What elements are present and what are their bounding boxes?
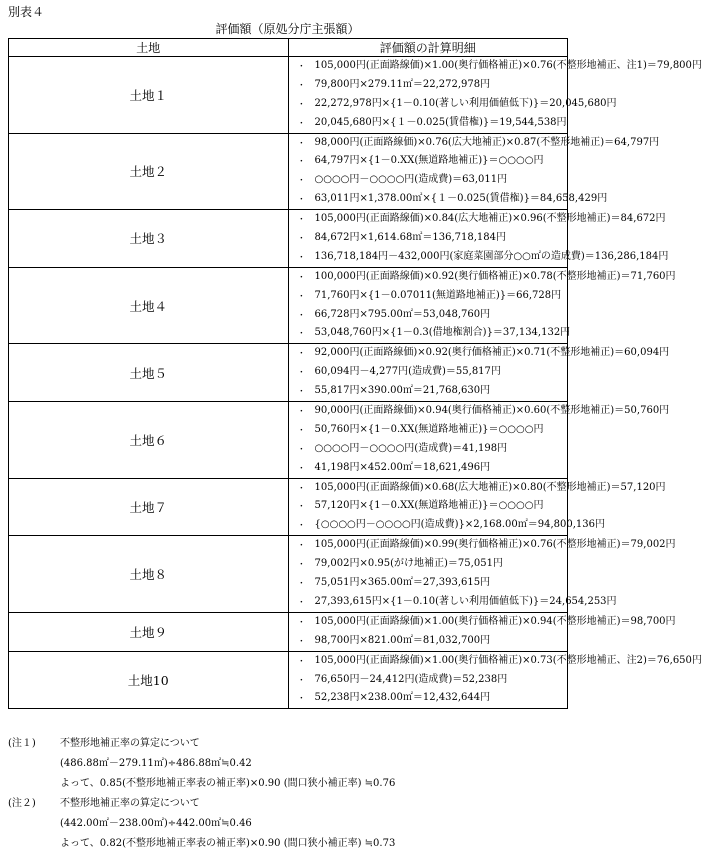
calculation-line: · 60,094円－4,277円(造成費)＝55,817円 — [289, 363, 568, 382]
calculation-line: · 90,000円(正面路線価)×0.94(奥行価格補正)×0.60(不整形地補正)＝50,760円 — [289, 402, 568, 421]
calculation-line: · {○○○○円－○○○○円(造成費)}×2,168.00㎡＝94,800,136円 — [289, 516, 568, 535]
calculation-line: · 76,650円－24,412円(造成費)＝52,238円 — [289, 671, 568, 690]
calculation-line: · 64,797円×{1－0.XX(無道路地補正)}＝○○○○円 — [289, 152, 568, 171]
table-row — [9, 133, 568, 210]
calculation-line: · 57,120円×{1－0.XX(無道路地補正)}＝○○○○円 — [289, 497, 568, 516]
calculation-cell — [288, 133, 660, 210]
note-mark: (注２) — [8, 798, 36, 809]
calculation-cell — [288, 267, 676, 344]
table-row — [9, 57, 568, 134]
header-row — [9, 39, 568, 57]
calculation-line: · ○○○○円－○○○○円(造成費)＝41,198円 — [289, 440, 568, 459]
calculation-cell — [288, 210, 669, 268]
header-land: 土地 — [9, 39, 289, 57]
page-title: 評価額（原処分庁主張額） — [215, 22, 360, 36]
valuation-table — [8, 38, 702, 709]
calculation-line: · 98,000円(正面路線価)×0.76(広大地補正)×0.87(不整形地補正)＝64,797円 — [289, 134, 568, 153]
note-line: (442.00㎡－238.00㎡)÷442.00㎡≒0.46 — [60, 818, 252, 829]
calculation-cell — [288, 612, 676, 651]
calculation-line: · 71,760円×{1－0.07011(無道路地補正)}＝66,728円 — [289, 287, 568, 306]
calculation-line: · 100,000円(正面路線価)×0.92(奥行価格補正)×0.78(不整形地補正)＝71,760円 — [289, 268, 568, 287]
calculation-line: · 50,760円×{1－0.XX(無道路地補正)}＝○○○○円 — [289, 421, 568, 440]
calculation-line: · 27,393,615円×{1－0.10(著しい利用価値低下)}＝24,654,253円 — [289, 593, 568, 612]
land-label: 土地４ — [9, 267, 289, 344]
calculation-line: · 105,000円(正面路線価)×1.00(奥行価格補正)×0.73(不整形地補正、注2)＝76,650円 — [289, 652, 568, 671]
calculation-line: · 105,000円(正面路線価)×1.00(奥行価格補正)×0.76(不整形地補正、注1)＝79,800円 — [289, 57, 568, 76]
calculation-line: · 84,672円×1,614.68㎡＝136,718,184円 — [289, 229, 568, 248]
calculation-line: · 105,000円(正面路線価)×0.99(奥行価格補正)×0.76(不整形地補正)＝79,002円 — [289, 536, 568, 555]
table-row — [9, 651, 568, 709]
calculation-line: · 75,051円×365.00㎡＝27,393,615円 — [289, 574, 568, 593]
note-line: (486.88㎡－279.11㎡)÷486.88㎡≒0.42 — [60, 758, 252, 769]
calculation-line: · 63,011円×1,378.00㎡×{１－0.025(賃借権)}＝84,658,429円 — [289, 190, 568, 209]
note-heading-row — [8, 794, 568, 814]
note-heading-row — [8, 734, 568, 754]
land-label: 土地７ — [9, 478, 289, 536]
calculation-line: · 52,238円×238.00㎡＝12,432,644円 — [289, 689, 568, 708]
calculation-line: · 105,000円(正面路線価)×0.84(広大地補正)×0.96(不整形地補正)＝84,672円 — [289, 210, 568, 229]
calculation-line: · 79,800円×279.11㎡＝22,272,978円 — [289, 76, 568, 95]
land-label: 土地１ — [9, 57, 289, 134]
calculation-line: · 53,048,760円×{1－0.3(借地権割合)}＝37,134,132円 — [289, 324, 568, 343]
table-row — [9, 478, 568, 536]
land-label: 土地５ — [9, 344, 289, 402]
table-row — [9, 267, 568, 344]
calculation-cell — [288, 402, 670, 479]
calculation-line: · 20,045,680円×{１－0.025(賃借権)}＝19,544,538円 — [289, 114, 568, 133]
table-row — [9, 402, 568, 479]
table-body — [9, 57, 702, 709]
calculation-line: · 55,817円×390.00㎡＝21,768,630円 — [289, 382, 568, 401]
note-heading: 不整形地補正率の算定について — [60, 738, 200, 749]
note-heading: 不整形地補正率の算定について — [60, 798, 200, 809]
land-label: 土地３ — [9, 210, 289, 268]
header-detail: 評価額の計算明細 — [288, 39, 568, 57]
table-row — [9, 344, 568, 402]
land-label: 土地２ — [9, 133, 289, 210]
note-mark: (注１) — [8, 738, 36, 749]
calculation-line: · 98,700円×821.00㎡＝81,032,700円 — [289, 632, 568, 651]
calculation-cell — [288, 57, 702, 134]
calculation-line: · ○○○○円－○○○○円(造成費)＝63,011円 — [289, 171, 568, 190]
land-label: 土地９ — [9, 612, 289, 651]
calculation-line: · 105,000円(正面路線価)×0.68(広大地補正)×0.80(不整形地補正)＝57,120円 — [289, 479, 568, 498]
calculation-line: · 41,198円×452.00㎡＝18,621,496円 — [289, 459, 568, 478]
land-label: 土地８ — [9, 536, 289, 613]
calculation-line: · 136,718,184円－432,000円(家庭菜園部分○○㎡の造成費)＝136,286,184円 — [289, 248, 568, 267]
calculation-line: · 79,002円×0.95(がけ地補正)＝75,051円 — [289, 555, 568, 574]
notes-section — [8, 734, 568, 854]
calculation-cell — [288, 651, 702, 709]
calculation-line: · 66,728円×795.00㎡＝53,048,760円 — [289, 306, 568, 325]
table-row — [9, 612, 568, 651]
calculation-cell — [288, 344, 670, 402]
land-label: 土地６ — [9, 402, 289, 479]
note-line: よって、0.85(不整形地補正率表の補正率)×0.90 (間口狭小補正率) ≒0.76 — [60, 778, 396, 789]
table-row — [9, 536, 568, 613]
calculation-line: · 22,272,978円×{1－0.10(著しい利用価値低下)}＝20,045,680円 — [289, 95, 568, 114]
calculation-cell — [288, 536, 676, 613]
calculation-line: · 105,000円(正面路線価)×1.00(奥行価格補正)×0.94(不整形地補正)＝98,700円 — [289, 613, 568, 632]
sheet-label: 別表４ — [8, 5, 45, 19]
note-line: よって、0.82(不整形地補正率表の補正率)×0.90 (間口狭小補正率) ≒0.73 — [60, 838, 396, 849]
calculation-line: · 92,000円(正面路線価)×0.92(奥行価格補正)×0.71(不整形地補正)＝60,094円 — [289, 344, 568, 363]
calculation-cell — [288, 478, 666, 536]
land-label: 土地10 — [9, 651, 289, 709]
table-row — [9, 210, 568, 268]
